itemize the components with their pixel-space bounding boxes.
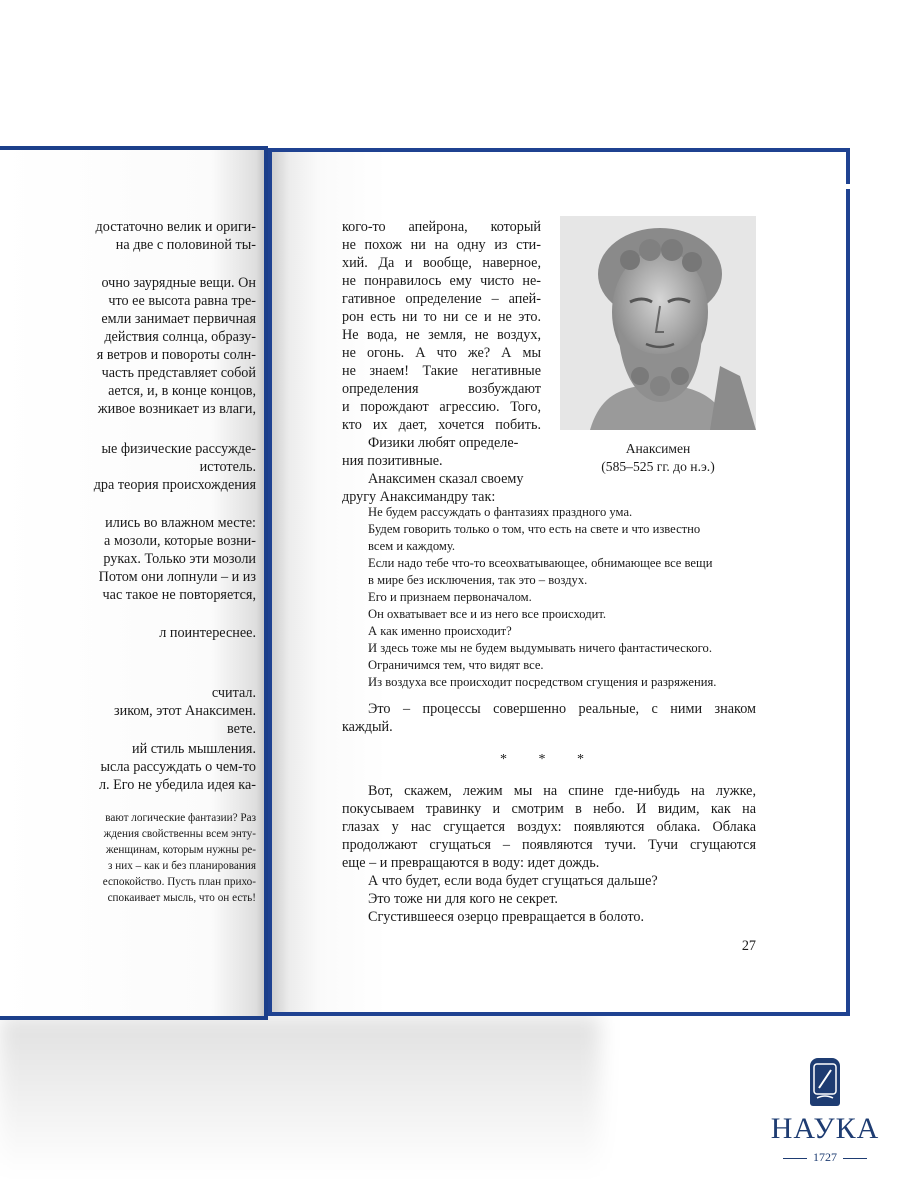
left-text-line: что ее высота равна тре- <box>108 293 256 309</box>
quote-line: Если надо тебе что-то всеохватывающее, обнимающее все вещи <box>368 556 713 570</box>
left-footnote-line: еспокойство. Пусть план прихо- <box>102 876 256 888</box>
left-text-line: достаточно велик и ориги- <box>95 219 256 235</box>
publisher-emblem-icon <box>810 1058 840 1106</box>
left-page <box>0 150 264 1016</box>
left-text-line: емли занимает первичная <box>101 311 256 327</box>
quote-line: А как именно происходит? <box>368 624 512 638</box>
left-text-line: час такое не повторяется, <box>102 587 256 603</box>
left-footnote-line: з них – как и без планирования <box>108 860 256 872</box>
left-text-line: а мозоли, которые возни- <box>104 533 256 549</box>
left-footnote-line: спокаивает мысль, что он есть! <box>107 892 256 904</box>
column-text-line: Анаксимен сказал своему <box>368 471 524 487</box>
left-text-line: ые физические рассужде- <box>101 441 256 457</box>
quote-line: Его и признаем первоначалом. <box>368 590 532 604</box>
column-text-line: ния позитивные. <box>342 453 443 469</box>
quote-line: Не будем рассуждать о фантазиях праздного ума. <box>368 505 633 519</box>
left-text-line: л поинтереснее. <box>159 625 256 641</box>
column-text-line: не огонь. А что же? А мы <box>342 345 541 361</box>
book-shadow <box>0 1016 600 1176</box>
left-footnote-line: ждения свойственны всем энту- <box>103 828 256 840</box>
paragraph-line: Вот, скажем, лежим мы на спине где-нибудь на лужке, <box>368 783 756 799</box>
column-text-line: не похож ни на одну из сти- <box>342 237 541 253</box>
bust-illustration-icon <box>560 216 756 430</box>
left-footnote-line: женщинам, которым нужны ре- <box>105 844 256 856</box>
left-text-line: ились во влажном месте: <box>105 515 256 531</box>
left-text-line: считал. <box>211 685 256 701</box>
portrait-caption-name: Анаксимен <box>625 441 691 456</box>
left-text-line: вете. <box>227 721 256 737</box>
paragraph-line: продолжают сгущаться – появляются тучи. Тучи сгущаются <box>342 837 756 853</box>
page-number: 27 <box>741 938 756 954</box>
column-text-line: Не вода, не земля, не воздух, <box>342 327 541 343</box>
anaximenes-portrait <box>560 216 756 430</box>
quote-line: Он охватывает все и из него все происходит. <box>368 607 607 621</box>
column-text-line: не знаем! Такие негативные <box>342 363 541 379</box>
paragraph-line: покусываем травинку и смотрим в небо. И видим, как на <box>342 801 756 817</box>
paragraph-line: Сгустившееся озерцо превращается в болото. <box>368 909 645 925</box>
column-text-line: хий. Да и вообще, наверное, <box>342 255 541 271</box>
quote-line: И здесь тоже мы не будем выдумывать ничего фантастического. <box>368 641 712 655</box>
left-text-line: ий стиль мышления. <box>132 741 256 757</box>
column-text-line: определения возбуждают <box>342 381 541 397</box>
left-text-line: Потом они лопнули – и из <box>98 569 256 585</box>
left-text-line: действия солнца, образу- <box>104 329 256 345</box>
paragraph-line: Это тоже ни для кого не секрет. <box>368 891 558 907</box>
column-text-line: гативное определение – апей- <box>342 291 541 307</box>
left-text-line: дра теория происхождения <box>93 477 256 493</box>
quote-line: Будем говорить только о том, что есть на свете и что известно <box>368 522 701 536</box>
left-text-line: руках. Только эти мозоли <box>103 551 256 567</box>
paragraph-line: еще – и превращаются в воду: идет дождь. <box>342 855 600 871</box>
paragraph-line: Это – процессы совершенно реальные, с ними знаком <box>368 701 756 717</box>
paragraph-line: каждый. <box>342 719 393 735</box>
left-text-line: ается, и, в конце концов, <box>108 383 256 399</box>
column-text-line: кого-то апейрона, который <box>342 219 541 235</box>
left-text-line: истотель. <box>199 459 256 475</box>
portrait-caption-dates: (585–525 гг. до н.э.) <box>601 459 715 474</box>
left-text-line: живое возникает из влаги, <box>97 401 256 417</box>
left-text-line: я ветров и повороты солн- <box>96 347 256 363</box>
left-text-line: часть представляет собой <box>101 365 256 381</box>
quote-line: всем и каждому. <box>368 539 456 553</box>
left-text-line: зиком, этот Анаксимен. <box>114 703 256 719</box>
quote-line: Ограничимся тем, что видят все. <box>368 658 544 672</box>
left-text-line: очно заурядные вещи. Он <box>101 275 256 291</box>
column-text-line: другу Анаксимандру так: <box>342 489 496 505</box>
left-text-line: ысла рассуждать о чем-то <box>100 759 256 775</box>
left-text-line: на две с половиной ты- <box>115 237 256 253</box>
publisher-year: 1727 <box>770 1150 880 1165</box>
publisher-name: НАУКА <box>770 1112 880 1145</box>
column-text-line: рон есть ни то ни се и не это. <box>342 309 541 325</box>
paragraph-line: А что будет, если вода будет сгущаться дальше? <box>368 873 658 889</box>
left-footnote-line: вают логические фантазии? Раз <box>105 812 256 824</box>
quote-line: в мире без исключения, так это – воздух. <box>368 573 588 587</box>
column-text-line: не понравилось ему чисто не- <box>342 273 541 289</box>
section-separator: * * * <box>500 752 598 767</box>
paragraph-line: глазах у нас сгущается воздух: появляются облака. Облака <box>342 819 756 835</box>
left-text-line: л. Его не убедила идея ка- <box>98 777 256 793</box>
publisher-logo <box>770 1058 880 1168</box>
right-page <box>272 152 846 1012</box>
quote-line: Из воздуха все происходит посредством сгущения и разряжения. <box>368 675 717 689</box>
column-text-line: кто их дает, хочется побить. <box>342 417 541 433</box>
column-text-line: и порождают агрессию. Того, <box>342 399 541 415</box>
column-text-line: Физики любят определе- <box>368 435 519 451</box>
